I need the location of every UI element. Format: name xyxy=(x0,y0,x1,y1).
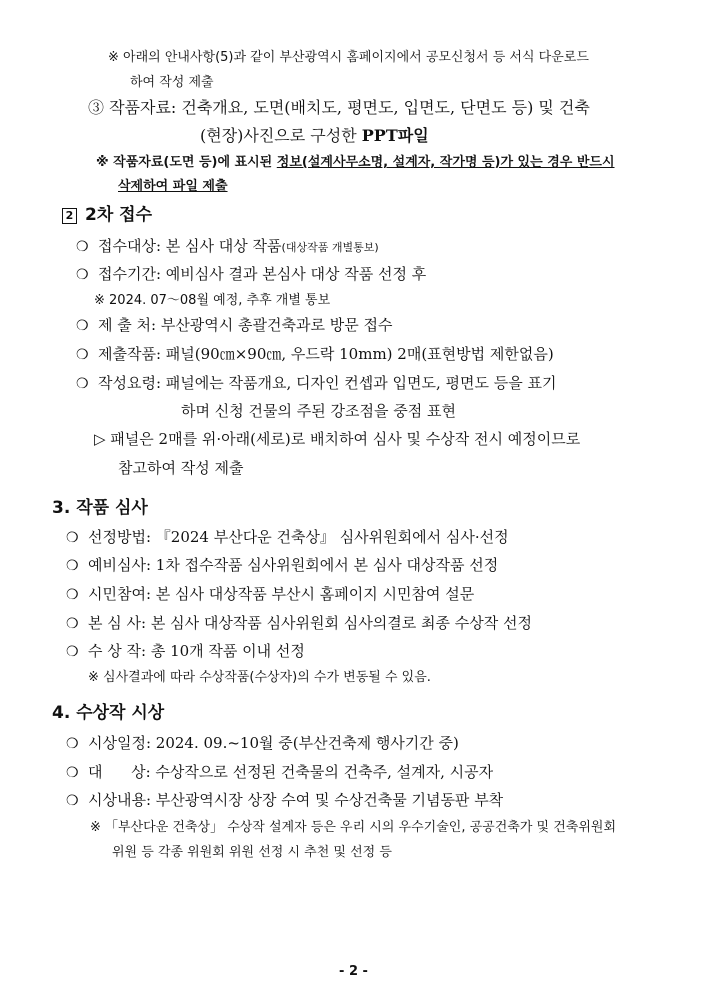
circle-bullet-icon: ❍ xyxy=(66,644,79,660)
note-download-line1: ※ 아래의 안내사항(5)과 같이 부산광역시 홈페이지에서 공모신청서 등 서식 다운로드 xyxy=(108,50,589,65)
submit-place-text: 제 출 처: 부산광역시 총괄건축과로 방문 접수 xyxy=(98,316,393,334)
circle-bullet-icon: ❍ xyxy=(76,347,89,363)
citizen-participation-item xyxy=(66,585,474,605)
award-count-item xyxy=(66,642,305,662)
item3-materials-line2 xyxy=(200,126,429,146)
circle-bullet-icon: ❍ xyxy=(76,318,89,334)
circle-bullet-icon: ❍ xyxy=(66,736,79,752)
writing-guide-text: 작성요령: 패널에는 작품개요, 디자인 컨셉과 입면도, 평면도 등을 표기 xyxy=(98,374,557,392)
award-target-text: 대 상: 수상작으로 선정된 건축물의 건축주, 설계자, 시공자 xyxy=(88,763,494,781)
note-remove-prefix: ※ 작품자료(도면 등)에 표시된 xyxy=(96,155,277,170)
section-title: 2차 접수 xyxy=(85,205,153,225)
receipt-period-item xyxy=(76,265,426,285)
preliminary-review-item xyxy=(66,556,498,576)
award-content-text: 시상내용: 부산광역시장 상장 수여 및 수상건축물 기념동판 부착 xyxy=(88,791,504,809)
preliminary-review-text: 예비심사: 1차 접수작품 심사위원회에서 본 심사 대상작품 선정 xyxy=(88,556,499,574)
item3-ppt: PPT파일 xyxy=(361,126,429,145)
submit-work-item xyxy=(76,345,554,365)
circle-bullet-icon: ❍ xyxy=(66,587,79,603)
main-review-item xyxy=(66,614,532,634)
panel-layout-line2: 참고하여 작성 제출 xyxy=(118,459,244,477)
note-remove-info-line1 xyxy=(96,155,615,171)
receipt-period-note: ※ 2024. 07～08월 예정, 추후 개별 통보 xyxy=(94,293,331,308)
award-count-text: 수 상 작: 총 10개 작품 이내 선정 xyxy=(88,642,305,660)
section-award-heading: 4. 수상작 시상 xyxy=(52,703,165,723)
award-target-item xyxy=(66,763,493,783)
circle-bullet-icon: ❍ xyxy=(66,616,79,632)
citizen-participation-text: 시민참여: 본 심사 대상작품 부산시 홈페이지 시민참여 설문 xyxy=(88,585,475,603)
award-benefit-note-line1: ※ 「부산다운 건축상」 수상작 설계자 등은 우리 시의 우수기술인, 공공건축가 및 건축위원회 xyxy=(90,820,617,835)
circle-bullet-icon: ❍ xyxy=(66,530,79,546)
submit-work-text: 제출작품: 패널(90㎝×90㎝, 우드락 10mm) 2매(표현방법 제한없음) xyxy=(98,345,554,363)
review-method-item xyxy=(66,528,509,548)
receipt-target-note: (대상작품 개별통보) xyxy=(281,241,379,254)
page-number: - 2 - xyxy=(339,964,368,979)
review-result-note: ※ 심사결과에 따라 수상작품(수상자)의 수가 변동될 수 있음. xyxy=(88,670,431,685)
circle-bullet-icon: ❍ xyxy=(76,239,89,255)
receipt-period-text: 접수기간: 예비심사 결과 본심사 대상 작품 선정 후 xyxy=(98,265,427,283)
section-2nd-receipt-heading xyxy=(62,205,152,226)
main-review-text: 본 심 사: 본 심사 대상작품 심사위원회 심사의결로 최종 수상작 선정 xyxy=(88,614,532,632)
award-schedule-text: 시상일정: 2024. 09.~10월 중(부산건축제 행사기간 중) xyxy=(88,734,459,752)
circle-bullet-icon: ❍ xyxy=(66,765,79,781)
award-schedule-item xyxy=(66,734,459,754)
note-remove-info-line2: 삭제하여 파일 제출 xyxy=(118,179,228,194)
circle-bullet-icon: ❍ xyxy=(66,558,79,574)
item3-text: (현장)사진으로 구성한 xyxy=(200,126,362,145)
item3-materials-line1: ③ 작품자료: 건축개요, 도면(배치도, 평면도, 입면도, 단면도 등) 및 건축 xyxy=(88,98,590,117)
note-download-line2: 하여 작성 제출 xyxy=(130,75,214,90)
writing-guide-line2: 하며 신청 건물의 주된 강조점을 중점 표현 xyxy=(181,402,456,420)
review-method-text: 선정방법: 『2024 부산다운 건축상』 심사위원회에서 심사·선정 xyxy=(88,528,509,546)
section-review-heading: 3. 작품 심사 xyxy=(52,498,148,518)
circle-bullet-icon: ❍ xyxy=(76,376,89,392)
award-benefit-note-line2: 위원 등 각종 위원회 위원 선정 시 추천 및 선정 등 xyxy=(112,845,392,860)
circle-bullet-icon: ❍ xyxy=(76,267,89,283)
writing-guide-item xyxy=(76,374,556,394)
panel-layout-line1: ▷ 패널은 2매를 위·아래(세로)로 배치하여 심사 및 수상작 전시 예정이므로 xyxy=(94,430,581,448)
receipt-target-text: 접수대상: 본 심사 대상 작품 xyxy=(98,237,282,255)
award-content-item xyxy=(66,791,503,811)
receipt-target-item xyxy=(76,237,379,257)
note-remove-underlined: 정보(설계사무소명, 설계자, 작가명 등)가 있는 경우 반드시 xyxy=(276,155,615,170)
circle-bullet-icon: ❍ xyxy=(66,793,79,809)
section-number-box: 2 xyxy=(62,208,77,224)
submit-place-item xyxy=(76,316,392,336)
